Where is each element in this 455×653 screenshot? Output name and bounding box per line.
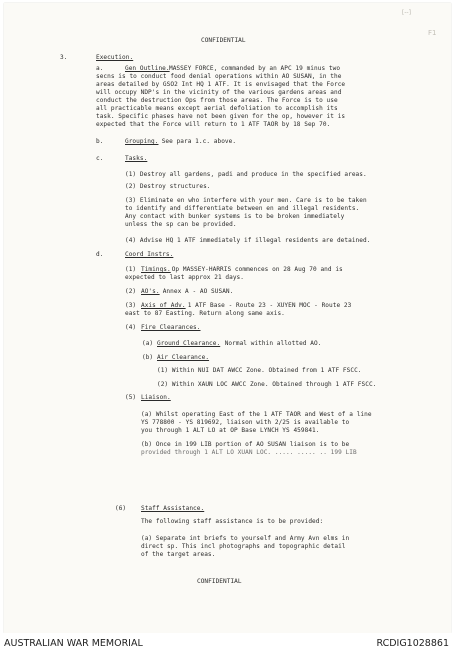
gen-outline-line: will occupy NDP's in the vicinity of the various gardens areas and (96, 89, 342, 96)
record-id: RCDIG1028861 (376, 638, 449, 649)
section-title: Execution. (96, 54, 134, 61)
task-item: (4) Advise HQ 1 ATF immediately if illegal residents are detained. (125, 237, 371, 244)
liaison-line: you through 1 ALT LO at OP Base LYNCH YS 459841. (141, 427, 320, 434)
task-item: to identify and differentiate between en and illegal residents. (125, 205, 360, 212)
subpara-label-b: b. (96, 138, 104, 145)
staff-assistance-line: The following staff assistance is to be provided: (141, 518, 324, 525)
para-number: 3. (60, 54, 68, 61)
coord-item-number: (4) (125, 324, 137, 331)
page-folio-mark: F1 (428, 29, 437, 37)
subpara-heading-b: Grouping. (125, 138, 159, 145)
staff-assistance-line: of the target areas. (141, 551, 216, 558)
subpara-heading-d: Coord Instrs. (125, 251, 174, 258)
liaison-line: (a) Whilst operating East of the 1 ATF TAOR and West of a line (141, 411, 372, 418)
sub-item-heading: Ground Clearance. (157, 340, 221, 347)
liaison-line: YS 778800 - YS 819692, liaison with 2/25 is available to (141, 419, 350, 426)
gen-outline-line: task. Specific phases have not been given for the op, however it is (96, 113, 346, 120)
task-item: (1) Destroy all gardens, padi and produce in the specified areas. (125, 171, 367, 178)
subpara-label-a: a. (96, 65, 104, 72)
staff-assistance-line: direct sp. This incl photographs and topographic detail (141, 543, 346, 550)
gen-outline-line: areas detailed by GSO2 Int HQ 1 ATF. It is envisaged that the Force (96, 81, 346, 88)
timings-line: Op MASSEY-HARRIS commences on 28 Aug 70 and is (168, 266, 343, 273)
gen-outline-line: MASSEY FORCE, commanded by an APC 19 minus two (169, 65, 341, 72)
gen-outline-line: all practicable means except aerial defoliation to accomplish its (96, 105, 338, 112)
archive-name: AUSTRALIAN WAR MEMORIAL (4, 638, 143, 649)
document-page (4, 3, 451, 633)
ground-clearance-text: Normal within allotted AO. (221, 340, 322, 347)
classification-header: CONFIDENTIAL (201, 37, 246, 44)
gen-outline-line: conduct the destruction Ops from those areas. The Force is to use (96, 97, 338, 104)
gen-outline-line: secns is to conduct food denial operations within AO SUSAN, in the (96, 73, 342, 80)
sub-item-heading: Air Clearance. (157, 354, 210, 361)
archive-footer (0, 633, 455, 653)
coord-item-heading: Axis of Adv. (141, 302, 186, 309)
coord-item-number: (2) (125, 288, 137, 295)
air-clearance-line: (1) Within NUI DAT AWCC Zone. Obtained from 1 ATF FSCC. (157, 367, 362, 374)
axis-line: east to 87 Easting. Return along same axis. (125, 310, 285, 317)
archive-stamp: [--] (401, 8, 412, 17)
task-item: Any contact with bunker systems is to be broken immediately (125, 213, 345, 220)
task-item: (2) Destroy structures. (125, 183, 211, 190)
coord-item-number: (6) (115, 505, 127, 512)
coord-item-heading: AO's. (141, 288, 160, 295)
coord-item-number: (1) (125, 266, 137, 273)
coord-item-heading: Timings. (141, 266, 171, 273)
subpara-heading-a: Gen Outline. (125, 65, 170, 72)
subpara-label-c: c. (96, 155, 104, 162)
task-item: (3) Eliminate en who interfere with your men. Care is to be taken (125, 197, 367, 204)
coord-item-heading: Staff Assistance. (141, 505, 205, 512)
classification-footer: CONFIDENTIAL (197, 578, 242, 585)
aos-text: Annex A - AO SUSAN. (159, 288, 234, 295)
subpara-label-d: d. (96, 251, 104, 258)
coord-item-heading: Fire Clearances. (141, 324, 201, 331)
grouping-text: See para 1.c. above. (158, 138, 237, 145)
coord-item-heading: Liaison. (141, 394, 171, 401)
liaison-line: provided through 1 ALT LO XUAN LOC. ..... ..... .. 199 LIB (141, 449, 357, 456)
gen-outline-line: expected that the Force will return to 1 ATF TAOR by 18 Sep 70. (96, 121, 331, 128)
staff-assistance-line: (a) Separate int briefs to yourself and Army Avn elms in (141, 535, 350, 542)
coord-item-number: (3) (125, 302, 137, 309)
coord-item-number: (5) (125, 394, 137, 401)
sub-item-number: (a) (142, 340, 154, 347)
sub-item-number: (b) (142, 354, 154, 361)
axis-line: 1 ATF Base - Route 23 - XUYEN MOC - Route 23 (184, 302, 352, 309)
timings-line: expected to last approx 21 days. (125, 274, 244, 281)
task-item: unless the sp can be provided. (125, 221, 237, 228)
subpara-heading-c: Tasks. (125, 155, 148, 162)
air-clearance-line: (2) Within XAUN LOC AWCC Zone. Obtained through 1 ATF FSCC. (157, 381, 377, 388)
liaison-line: (b) Once in 199 LIB portion of AO SUSAN liaison is to be (141, 441, 350, 448)
